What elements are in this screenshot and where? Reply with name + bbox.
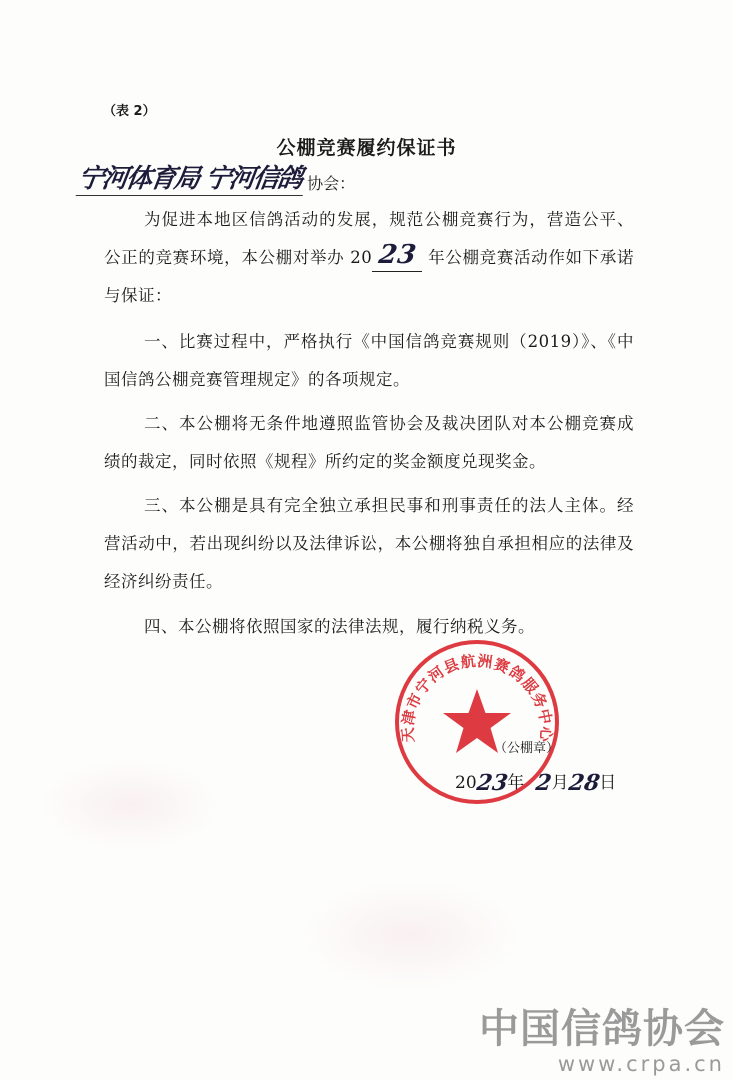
watermark-url: www.crpa.cn <box>557 1052 725 1076</box>
document-title: 公棚竞赛履约保证书 <box>276 137 457 159</box>
paper-smudge <box>300 880 520 990</box>
intro-paragraph <box>104 201 634 315</box>
paper-smudge <box>40 760 220 850</box>
date-day-handwritten: 28 <box>566 770 602 796</box>
handwritten-addressee: 宁河体育局 宁河信鸽 <box>76 163 308 196</box>
seal-text: 天津市宁河县航洲赛鸽服务中心 <box>398 651 556 743</box>
seal-label: （公棚章） <box>494 741 560 756</box>
date-day-suffix: 日 <box>599 773 617 793</box>
table-number: （表 2） <box>103 104 156 119</box>
clause-4: 四、本公棚将依照国家的法律法规，履行纳税义务。 <box>144 617 535 636</box>
date-month-suffix: 月 <box>551 773 569 793</box>
clause-1: 一、比赛过程中，严格执行《中国信鸽竞赛规则（2019）》、《中国信鸽公棚竞赛管理规定》的各项规定。 <box>104 332 634 389</box>
year-blank <box>372 240 422 272</box>
watermark <box>475 1006 725 1076</box>
date-year-suffix: 年 <box>507 773 525 793</box>
date-month-handwritten: 2 <box>534 770 554 796</box>
intro-text-after-year: 年公棚竞赛活动作如下承诺与保证： <box>104 248 634 305</box>
addressee-line <box>75 160 356 196</box>
date-year-handwritten: 23 <box>474 770 510 796</box>
handwritten-year: 23 <box>376 240 418 270</box>
intro-text-before-year: 为促进本地区信鸽活动的发展，规范公棚竞赛行为，营造公平、公正的竞赛环境，本公棚对举办 20 <box>104 210 634 267</box>
watermark-name: 中国信鸽协会 <box>479 1006 725 1052</box>
clause-2: 二、本公棚将无条件地遵照监管协会及裁决团队对本公棚竞赛成绩的裁定，同时依照《规程》所约定的奖金额度兑现奖金。 <box>104 414 634 471</box>
date-year-prefix: 20 <box>455 773 477 793</box>
addressee-suffix: 协会： <box>307 174 356 193</box>
date-line <box>455 770 616 796</box>
clause-3: 三、本公棚是具有完全独立承担民事和刑事责任的法人主体。经营活动中，若出现纠纷以及法律诉讼，本公棚将独自承担相应的法律及经济纠纷责任。 <box>104 496 634 591</box>
